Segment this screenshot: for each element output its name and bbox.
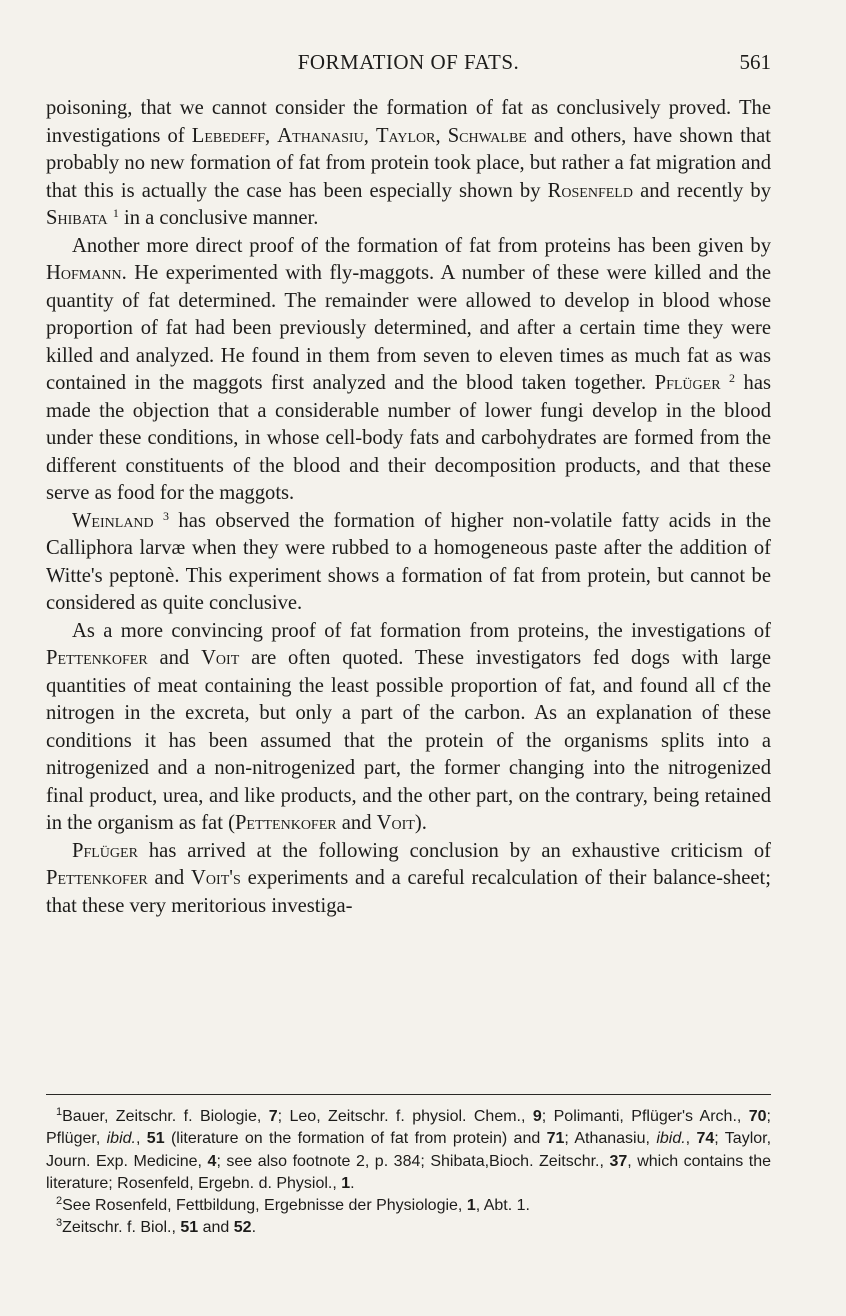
text-run: , — [685, 1130, 697, 1148]
text-run: and — [147, 867, 192, 889]
footnote-1 — [46, 1106, 771, 1195]
text-run: and others, have shown that probably no new formation of fat from protein took place, but rather a fat migration and that this is actually the case has been especially shown by — [46, 124, 772, 202]
paragraph-5 — [46, 838, 771, 921]
volume-number: 70 — [748, 1108, 767, 1125]
volume-number: 1 — [341, 1174, 351, 1192]
text-run: As a more convincing proof of fat formation from proteins, the investigations of — [72, 619, 771, 642]
author-name: Hofmann — [46, 262, 122, 284]
text-run: has observed the formation of higher non-volatile fatty acids in the Calliphora larvæ when they were rubbed to a homogeneous paste after the addition of Witte's peptonè. This experiment shows a formation of fat from protein, but cannot be considered as quite conclusive. — [46, 509, 771, 614]
body-text — [46, 95, 771, 920]
author-name: Taylor — [375, 124, 436, 147]
footnote-mark: 1 — [56, 1106, 63, 1118]
paragraph-1 — [46, 95, 771, 233]
author-name: Rosenfeld — [547, 179, 633, 202]
footnote-mark: 3 — [56, 1217, 63, 1230]
text-run: (literature on the formation of fat from protein) and — [164, 1130, 547, 1148]
text-run: and recently by — [632, 179, 771, 202]
author-name: Voit — [201, 647, 240, 669]
volume-number: 7 — [268, 1108, 278, 1125]
paragraph-3 — [46, 508, 771, 618]
footnote-divider — [46, 1094, 771, 1095]
page-number: 561 — [739, 50, 771, 74]
text-run: and — [198, 1219, 234, 1237]
author-name: Pettenkofer — [46, 647, 148, 669]
author-name: Schwalbe — [447, 124, 527, 147]
text-run: ; Polimanti, Pflüger's Arch., — [541, 1108, 749, 1125]
volume-number: 71 — [546, 1130, 565, 1148]
footnote-ref: 2 — [729, 371, 736, 385]
author-name: Voit's — [191, 867, 241, 889]
paragraph-4 — [46, 618, 771, 838]
text-run: are often quoted. These investigators fed dogs with large quantities of meat containing the least possible proportion of fat, and found all cf the nitrogen in the excreta, but only a part of the carbon. As an explanation of these conditions it has been assumed that the protein of the organisms splits into a nitrogenized and a non-nitrogenized part, the former changing into the nitrogenized final product, urea, and like products, and the other part, on the contrary, being retained in the organism as fat ( — [46, 647, 772, 834]
author-name: Pettenkofer — [234, 812, 337, 834]
text-run: ; Leo, Zeitschr. f. physiol. Chem., — [277, 1108, 533, 1125]
text-run: , — [363, 124, 376, 147]
text-run: ). — [414, 812, 427, 834]
footnote-ref: 3 — [163, 508, 170, 523]
text-run: Bauer, Zeitschr. f. Biologie, — [62, 1108, 269, 1125]
author-name: Pettenkofer — [46, 867, 148, 889]
footnote-mark: 2 — [56, 1195, 63, 1208]
text-run: and — [147, 647, 202, 669]
volume-number: 74 — [696, 1130, 715, 1148]
footnotes — [46, 1106, 771, 1240]
volume-number: 52 — [233, 1219, 252, 1237]
text-run: . He experimented with fly-maggots. A number of these were killed and the quantity of fat determined. The remainder were allowed to develop in blood whose proportion of fat had been previously determined, and after a certain time they were killed and analyzed. He found in them from seven to eleven times as much fat as was contained in the maggots first analyzed and the blood taken together. — [46, 262, 771, 394]
text-run: , Abt. 1. — [475, 1197, 530, 1215]
volume-number: 51 — [146, 1130, 165, 1148]
text-run: , — [435, 124, 448, 147]
footnote-ref: 1 — [112, 206, 119, 220]
author-name: Pflüger — [72, 839, 138, 862]
text-run: . — [251, 1219, 257, 1237]
text-run: ; see also footnote 2, p. 384; Shibata,Bioch. Zeitschr., — [216, 1152, 610, 1170]
text-run: has arrived at the following conclusion by an exhaustive criticism of — [137, 839, 771, 862]
ibid: ibid. — [656, 1130, 686, 1148]
page-header — [46, 50, 771, 78]
footnote-2 — [46, 1195, 771, 1217]
text-run: , — [265, 124, 278, 147]
author-name: Weinland — [72, 509, 154, 532]
volume-number: 9 — [532, 1108, 542, 1125]
author-name: Shibata — [46, 207, 108, 229]
text-run: poisoning, that we cannot consider the formation of fat as conclusively proved. The investigations of — [46, 97, 771, 147]
paragraph-2 — [46, 233, 771, 508]
text-run: . — [350, 1174, 355, 1192]
ibid: ibid. — [106, 1130, 136, 1148]
text-run: has made the objection that a considerable number of lower fungi develop in the blood under these conditions, in whose cell-body fats and carbohydrates are formed from the different constituents of the blood and their decomposition products, and that these serve as food for the maggots. — [46, 372, 771, 504]
text-run: ; Taylor, Journ. Exp. Medicine, — [46, 1130, 772, 1170]
author-name: Pflüger — [654, 372, 721, 394]
text-run: ; Athanasiu, — [564, 1130, 657, 1148]
footnote-3 — [46, 1217, 771, 1239]
text-run: experiments and a careful recalculation of their balance-sheet; that these very meritorious investiga- — [46, 867, 771, 917]
volume-number: 37 — [609, 1152, 628, 1170]
text-run: Zeitschr. f. Biol., — [62, 1219, 181, 1237]
author-name: Lebedeff — [191, 124, 266, 147]
volume-number: 51 — [180, 1219, 199, 1237]
volume-number: 4 — [207, 1152, 217, 1170]
running-head: FORMATION OF FATS. — [297, 50, 520, 74]
volume-number: 1 — [466, 1197, 476, 1215]
author-name: Voit — [376, 812, 415, 834]
text-run: and — [336, 812, 377, 834]
text-run: See Rosenfeld, Fettbildung, Ergebnisse der Physiologie, — [62, 1197, 467, 1215]
text-run: , which contains the literature; Rosenfeld, Ergebn. d. Physiol., — [46, 1152, 772, 1192]
author-name: Athanasiu — [277, 124, 364, 147]
text-run: ; Pflüger, — [46, 1108, 771, 1148]
text-run: Another more direct proof of the formation of fat from proteins has been given by — [72, 234, 771, 257]
text-run: in a conclusive manner. — [118, 207, 319, 229]
text-run: , — [135, 1130, 147, 1148]
